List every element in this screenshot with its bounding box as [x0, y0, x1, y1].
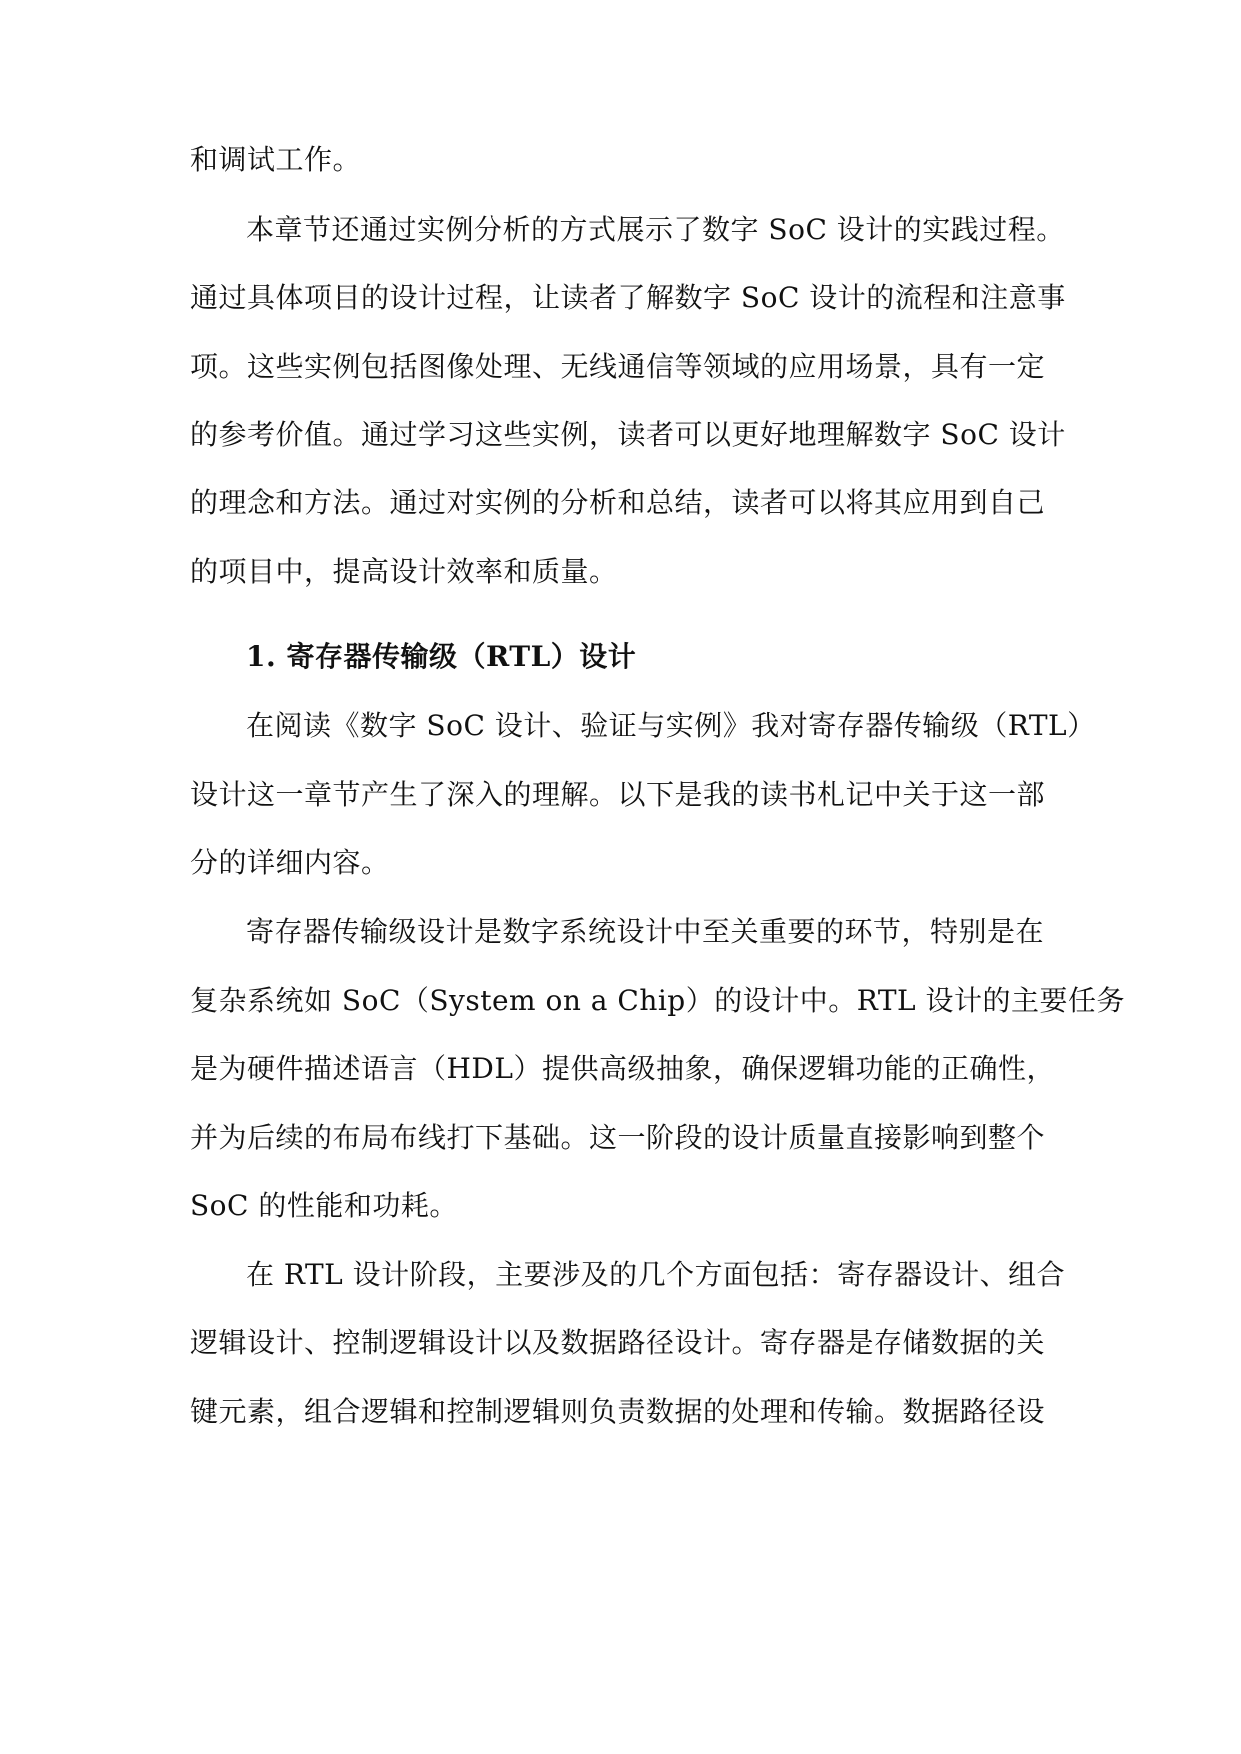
paragraph-line: 并为后续的布局布线打下基础。这一阶段的设计质量直接影响到整个	[190, 1121, 1046, 1154]
paragraph-line: SoC 的性能和功耗。	[190, 1189, 458, 1222]
paragraph-line: 通过具体项目的设计过程，让读者了解数字 SoC 设计的流程和注意事	[190, 281, 1066, 314]
paragraph-line: 本章节还通过实例分析的方式展示了数字 SoC 设计的实践过程。	[246, 213, 1065, 246]
paragraph-line: 是为硬件描述语言（HDL）提供高级抽象，确保逻辑功能的正确性，	[190, 1052, 1055, 1085]
paragraph-line: 逻辑设计、控制逻辑设计以及数据路径设计。寄存器是存储数据的关	[190, 1326, 1046, 1359]
paragraph-line: 复杂系统如 SoC（System on a Chip）的设计中。RTL 设计的主要任务	[190, 984, 1125, 1017]
paragraph-line: 设计这一章节产生了深入的理解。以下是我的读书札记中关于这一部	[190, 778, 1046, 811]
paragraph-line: 寄存器传输级设计是数字系统设计中至关重要的环节，特别是在	[246, 915, 1045, 948]
paragraph-line: 和调试工作。	[190, 143, 362, 176]
paragraph-line: 在阅读《数字 SoC 设计、验证与实例》我对寄存器传输级（RTL）	[246, 709, 1096, 742]
paragraph-line: 分的详细内容。	[190, 846, 390, 879]
paragraph-line: 项。这些实例包括图像处理、无线通信等领域的应用场景，具有一定	[190, 350, 1046, 383]
paragraph-line: 在 RTL 设计阶段，主要涉及的几个方面包括：寄存器设计、组合	[246, 1258, 1066, 1291]
paragraph-line: 的理念和方法。通过对实例的分析和总结，读者可以将其应用到自己	[190, 486, 1046, 519]
paragraph-line: 的参考价值。通过学习这些实例，读者可以更好地理解数字 SoC 设计	[190, 418, 1066, 451]
paragraph-line: 键元素，组合逻辑和控制逻辑则负责数据的处理和传输。数据路径设	[190, 1395, 1046, 1428]
section-heading: 1. 寄存器传输级（RTL）设计	[246, 640, 637, 673]
paragraph-line: 的项目中，提高设计效率和质量。	[190, 555, 618, 588]
